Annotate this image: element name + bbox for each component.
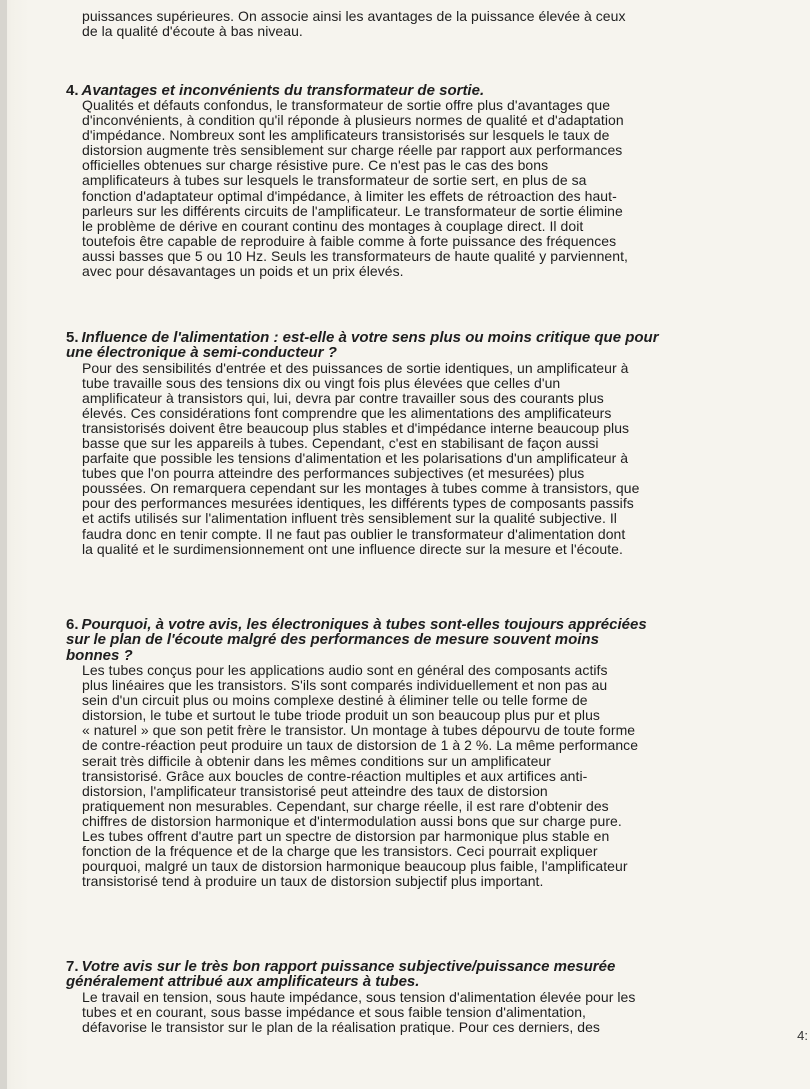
section-body: Les tubes conçus pour les applications audio sont en général des composants actifs plus linéaires que les transistors. S'ils sont comparés individuellement et non pas au sein d'un circuit plus ou moins complexe destiné à éliminer telle ou telle forme de distorsion, le tube et surtout le tube triode produit un son beaucoup plus pur et plus « naturel » que son petit frère le transistor. Un montage à tubes dépourvu de toute forme de contre-réaction peut produire un taux de distorsion de 1 à 2 %. La même performance serait très difficile à obtenir dans les mêmes conditions sur un amplificateur transistorisé. Grâce aux boucles de contre-réaction multiples et aux artifices anti- distorsion, l'amplificateur transistorisé peut atteindre des taux de distorsion pratiquement non mesurables. Cependant, sur charge réelle, il est rare d'obtenir des chiffres de distorsion harmonique et d'intermodulation aussi bons que sur charge pure. Les tubes offrent d'autre part un spectre de distorsion par harmonique plus stable en fonction de la fréquence et de la charge que les transistors. Ceci pourrait expliquer pourquoi, malgré un taux de distorsion harmonique beaucoup plus faible, l'amplificateur transistorisé tend à produire un taux de distorsion subjectif plus important. bbox=[82, 662, 639, 890]
section-number: 6. bbox=[66, 615, 79, 633]
section-body: Pour des sensibilités d'entrée et des puissances de sortie identiques, un amplificateur à tube travaille sous des tensions dix ou vingt fois plus élevées que celles d'un amplificateur à transistors qui, lui, devra par contre travailler sous des courants plus élevés. Ces considérations font comprendre que les alimentations des amplificateurs transistorisés doivent être beaucoup plus stables et d'impédance interne beaucoup plus basse que sur les appareils à tubes. Cependant, c'est en stabilisant de façon aussi parfaite que possible les tensions d'alimentation et les polarisations d'un amplificateur à tubes que l'on pourra atteindre des performances subjectives (et mesurées) plus poussées. On remarquera cependant sur les montages à tubes comme à transistors, que pour des performances mesurées identiques, les différents types de composants passifs et actifs utilisés sur l'alimentation influent très sensiblement sur la qualité subjective. Il faudra donc en tenir compte. Il ne faut pas oublier le transformateur d'alimentation dont la qualité et le surdimensionnement ont une influence directe sur la mesure et l'écoute. bbox=[82, 359, 640, 557]
section-7 bbox=[66, 943, 808, 1035]
section-4 bbox=[66, 67, 808, 279]
section-5 bbox=[66, 314, 808, 557]
section-title: Pourquoi, à votre avis, les électroniques à tubes sont-elles toujours appréciées sur le plan de l'écoute malgré des performances de mesure souvent moins bonnes ? bbox=[66, 615, 647, 664]
section-title: Influence de l'alimentation : est-elle à votre sens plus ou moins critique que pour une électronique à semi-conducteur ? bbox=[66, 328, 659, 361]
section-body: Le travail en tension, sous haute impédance, sous tension d'alimentation élevée pour les tubes et en courant, sous basse impédance et sous faible tension d'alimentation, défavorise le transistor sur le plan de la réalisation pratique. Pour ces derniers, des bbox=[82, 988, 636, 1035]
section-number: 7. bbox=[66, 957, 79, 975]
section-heading bbox=[66, 943, 808, 990]
page-number: 4: bbox=[797, 1028, 808, 1043]
section-6 bbox=[66, 601, 808, 889]
section-body: Qualités et défauts confondus, le transformateur de sortie offre plus d'avantages que d'inconvénients, à condition qu'il réponde à plusieurs normes de qualité et d'adaptation d'impédance. Nombreux sont les amplificateurs transistorisés sur lesquels le taux de distorsion augmente très sensiblement sur charge réelle par rapport aux performances officielles obtenues sur charge résistive pure. Ce n'est pas le cas des bons amplificateurs à tubes sur lesquels le transformateur de sortie sert, en plus de sa fonction d'adaptateur optimal d'impédance, à limiter les effets de rétroaction des haut- parleurs sur les différents circuits de l'amplificateur. Le transformateur de sortie élimine le problème de dérive en courant continu des montages à couplage direct. Il doit toutefois être capable de reproduire à faible comme à forte puissance des fréquences aussi basses que 5 ou 10 Hz. Seuls les transformateurs de haute qualité y parviennent, avec pour désavantages un poids et un prix élevés. bbox=[82, 97, 628, 280]
section-heading bbox=[66, 314, 808, 361]
section-title: Avantages et inconvénients du transformateur de sortie. bbox=[81, 81, 485, 99]
continued-paragraph: puissances supérieures. On associe ainsi les avantages de la puissance élevée à ceux de la qualité d'écoute à bas niveau. bbox=[82, 8, 626, 40]
section-number: 4. bbox=[66, 81, 79, 99]
section-title: Votre avis sur le très bon rapport puissance subjective/puissance mesurée généralement attribué aux amplificateurs à tubes. bbox=[66, 957, 616, 990]
binding-edge bbox=[0, 0, 7, 1089]
section-number: 5. bbox=[66, 328, 79, 346]
section-heading bbox=[66, 67, 808, 98]
section-heading bbox=[66, 601, 808, 663]
